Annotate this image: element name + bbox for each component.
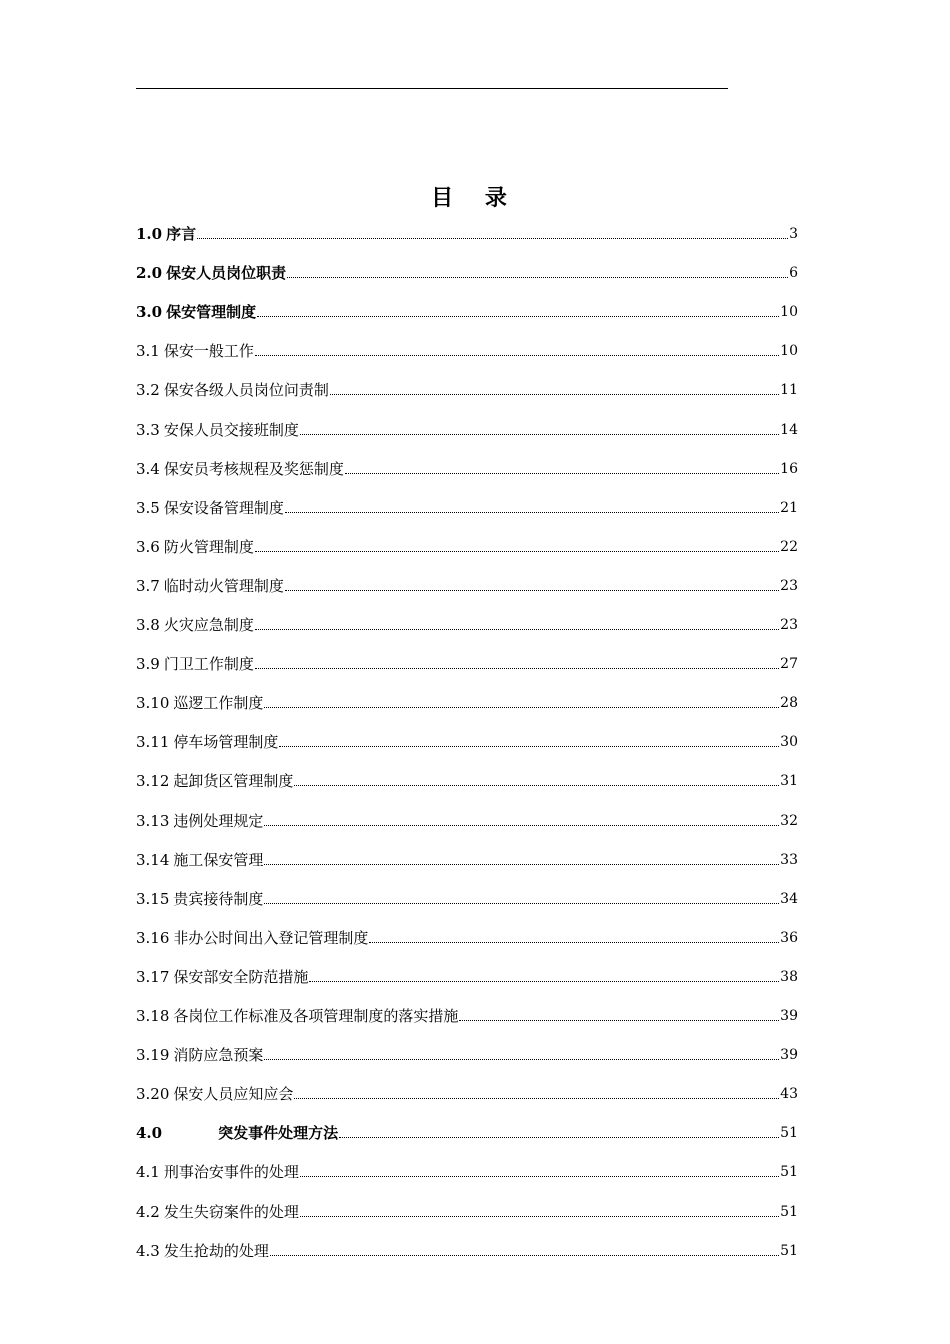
toc-dot-leader (339, 1137, 779, 1138)
toc-dot-leader (285, 590, 779, 591)
toc-entry-label (136, 224, 196, 244)
toc-page-number: 16 (780, 460, 798, 477)
toc-entry[interactable] (136, 801, 798, 831)
toc-entry[interactable] (136, 957, 798, 987)
toc-entry-label (136, 302, 256, 322)
toc-page-number: 3 (789, 226, 798, 242)
toc-dot-leader (287, 277, 788, 278)
toc-entry-number: 3.6 (136, 537, 160, 556)
toc-entry-number: 3.0 (136, 303, 163, 322)
toc-entry[interactable] (136, 605, 798, 635)
toc-entry[interactable] (136, 449, 798, 479)
toc-entry-label (136, 732, 278, 752)
toc-page-number: 36 (780, 929, 798, 946)
toc-entry-title: 保安各级人员岗位问责制 (163, 381, 329, 400)
toc-entry-number: 3.4 (136, 459, 160, 478)
toc-entry[interactable] (136, 1113, 798, 1143)
toc-dot-leader (309, 981, 779, 982)
toc-dot-leader (294, 785, 779, 786)
toc-entry-label (136, 771, 293, 791)
toc-entry[interactable] (136, 722, 798, 752)
toc-entry-label (136, 889, 263, 909)
toc-page-number: 11 (780, 382, 798, 399)
toc-entry-label (136, 341, 254, 361)
toc-entry[interactable] (136, 1192, 798, 1222)
toc-entry-label (136, 928, 368, 948)
toc-entry[interactable] (136, 527, 798, 557)
toc-entry-number: 2.0 (136, 264, 163, 283)
toc-entry[interactable] (136, 1231, 798, 1261)
toc-entry-label (136, 537, 254, 557)
toc-entry[interactable] (136, 1074, 798, 1104)
toc-dot-leader (300, 434, 779, 435)
toc-entry-label (136, 615, 254, 635)
toc-entry-title: 安保人员交接班制度 (163, 420, 299, 439)
toc-dot-leader (255, 629, 779, 630)
toc-entry[interactable] (136, 253, 798, 283)
toc-entry-title: 发生失窃案件的处理 (163, 1202, 299, 1221)
toc-entry-label (136, 380, 329, 400)
toc-entry-number: 4.1 (136, 1163, 160, 1182)
toc-dot-leader (197, 238, 788, 239)
toc-page-number: 43 (780, 1086, 798, 1103)
toc-entry-label (136, 1241, 269, 1261)
toc-page-number: 32 (780, 812, 798, 829)
header-rule (136, 88, 728, 89)
toc-entry-number: 3.8 (136, 616, 160, 634)
toc-page-number: 21 (780, 499, 798, 516)
toc-entry-label (136, 967, 308, 987)
toc-page-number: 6 (789, 265, 798, 282)
toc-entry-label (136, 693, 263, 713)
toc-entry[interactable] (136, 996, 798, 1026)
toc-entry-number: 3.15 (136, 889, 170, 908)
toc-entry-number: 3.1 (136, 342, 160, 361)
toc-entry-title: 保安部安全防范措施 (173, 967, 309, 986)
toc-entry[interactable] (136, 918, 798, 948)
toc-dot-leader (255, 551, 779, 552)
toc-page-number: 27 (780, 656, 798, 673)
toc-dot-leader (294, 1098, 779, 1099)
toc-entry[interactable] (136, 683, 798, 713)
toc-dot-leader (264, 707, 779, 708)
toc-entry-number: 3.9 (136, 655, 160, 674)
toc-entry-number: 3.17 (136, 967, 170, 986)
toc-dot-leader (459, 1020, 779, 1021)
toc-entry-number: 3.18 (136, 1007, 170, 1025)
toc-entry-title: 序言 (166, 225, 197, 243)
toc-entry-number: 3.7 (136, 576, 160, 595)
toc-page-number: 39 (780, 1047, 798, 1064)
toc-entry-title: 非办公时间出入登记管理制度 (173, 928, 369, 947)
toc-entry-label (136, 1084, 293, 1104)
toc-entry[interactable] (136, 292, 798, 322)
toc-dot-leader (345, 473, 779, 474)
toc-entry-title: 保安人员岗位职责 (166, 264, 287, 283)
toc-entry-title: 起卸货区管理制度 (173, 772, 294, 791)
toc-page-number: 30 (780, 734, 798, 751)
toc-entry-title: 火灾应急制度 (163, 616, 254, 634)
toc-entry-number: 3.13 (136, 811, 170, 830)
toc-page-number: 23 (780, 617, 798, 633)
toc-entry-title: 保安一般工作 (163, 342, 254, 361)
toc-page-number: 38 (780, 968, 798, 985)
toc-entry-number: 3.16 (136, 928, 170, 947)
toc-entry[interactable] (136, 1152, 798, 1182)
toc-page-number: 28 (780, 695, 798, 712)
toc-entry[interactable] (136, 840, 798, 870)
toc-entry-title: 消防应急预案 (173, 1046, 264, 1065)
toc-page-number: 51 (780, 1125, 798, 1142)
toc-page-number: 31 (780, 773, 798, 790)
toc-dot-leader (285, 512, 779, 513)
toc-page-number: 10 (780, 343, 798, 360)
toc-dot-leader (330, 394, 779, 395)
toc-entry-label (136, 811, 263, 831)
toc-entry[interactable] (136, 1035, 798, 1065)
toc-page-number: 22 (780, 538, 798, 555)
toc-entry[interactable] (136, 410, 798, 440)
toc-dot-leader (264, 903, 779, 904)
toc-page-number: 14 (780, 421, 798, 438)
toc-entry-number: 3.10 (136, 694, 170, 713)
toc-entry-number: 3.5 (136, 498, 160, 517)
toc-entry-number: 3.19 (136, 1046, 170, 1065)
toc-entry-title: 突发事件处理方法 (218, 1124, 339, 1143)
toc-entry-title: 施工保安管理 (173, 850, 264, 869)
toc-page-number: 34 (780, 890, 798, 907)
toc-dot-leader (255, 355, 779, 356)
toc-entry-label (136, 654, 254, 674)
toc-entry-number: 3.3 (136, 420, 160, 439)
toc-entry-title: 停车场管理制度 (173, 733, 279, 752)
toc-entry[interactable] (136, 488, 798, 518)
toc-entry-number: 1.0 (136, 225, 163, 243)
toc-page-number: 51 (780, 1164, 798, 1181)
toc-entry-number: 3.20 (136, 1085, 170, 1104)
toc-page-number: 10 (780, 304, 798, 321)
toc-entry-label (136, 576, 284, 596)
toc-entry-title: 发生抢劫的处理 (163, 1241, 269, 1260)
toc-entry-title: 保安管理制度 (166, 303, 257, 322)
toc-entry-number: 3.14 (136, 850, 170, 869)
toc-entry-number: 3.2 (136, 381, 160, 400)
toc-entry[interactable] (136, 370, 798, 400)
toc-dot-leader (279, 746, 779, 747)
toc-page-number: 23 (780, 577, 798, 594)
toc-dot-leader (257, 316, 779, 317)
toc-dot-leader (300, 1216, 779, 1217)
toc-entry-label (136, 1045, 263, 1065)
toc-page-number: 51 (780, 1242, 798, 1259)
toc-dot-leader (255, 668, 779, 669)
toc-entry-label (136, 459, 344, 479)
toc-dot-leader (264, 1059, 779, 1060)
toc-entry[interactable] (136, 879, 798, 909)
toc-entry-label (136, 263, 286, 283)
toc-dot-leader (369, 942, 779, 943)
toc-entry-label (136, 850, 263, 870)
toc-entry-label (136, 420, 299, 440)
toc-dot-leader (264, 864, 779, 865)
toc-entry-title: 保安员考核规程及奖惩制度 (163, 459, 344, 478)
toc-entry[interactable] (136, 566, 798, 596)
toc-entry[interactable] (136, 761, 798, 791)
toc-entry-number: 4.3 (136, 1241, 160, 1260)
toc-entry-label (136, 498, 284, 518)
toc-page-number: 39 (780, 1008, 798, 1024)
toc-entry-title: 防火管理制度 (163, 537, 254, 556)
toc-entry-title: 违例处理规定 (173, 811, 264, 830)
toc-dot-leader (300, 1176, 779, 1177)
toc-entry-title: 贵宾接待制度 (173, 889, 264, 908)
toc-entry-label (136, 1162, 299, 1182)
toc-title: 目 录 (431, 186, 519, 211)
toc-dot-leader (264, 825, 779, 826)
toc-entry-number: 4.2 (136, 1202, 160, 1221)
toc-entry-number: 3.11 (136, 733, 170, 752)
toc-entry[interactable] (136, 644, 798, 674)
toc-entry-title: 各岗位工作标准及各项管理制度的落实措施 (173, 1007, 459, 1025)
toc-entry[interactable] (136, 331, 798, 361)
toc-entry-title: 门卫工作制度 (163, 655, 254, 674)
toc-page-number: 51 (780, 1203, 798, 1220)
toc-entry-number: 3.12 (136, 772, 170, 791)
toc-entry-number: 4.0 (136, 1124, 163, 1143)
toc-entry-label (136, 1123, 338, 1143)
toc-entry-label (136, 1006, 458, 1026)
toc-entry[interactable] (136, 214, 798, 244)
toc-dot-leader (270, 1255, 779, 1256)
toc-page-number: 33 (780, 851, 798, 868)
toc-entry-title: 巡逻工作制度 (173, 694, 264, 713)
toc-entry-label (136, 1202, 299, 1222)
toc-entry-title: 保安人员应知应会 (173, 1085, 294, 1104)
toc-entry-title: 刑事治安事件的处理 (163, 1163, 299, 1182)
toc-entry-title: 保安设备管理制度 (163, 498, 284, 517)
toc-entry-title: 临时动火管理制度 (163, 576, 284, 595)
